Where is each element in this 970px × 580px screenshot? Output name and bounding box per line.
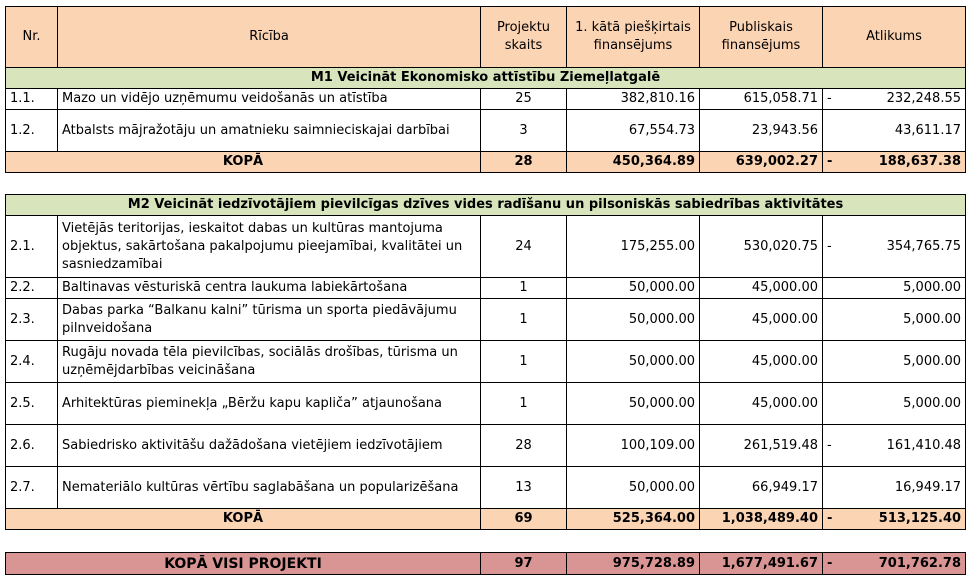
row-count: 1 — [481, 383, 567, 425]
table-row — [6, 383, 966, 425]
row-remainder — [823, 383, 966, 425]
table-row — [6, 341, 966, 383]
m2-section-title: M2 Veicināt iedzīvotājiem pievilcīgas dzīves vides radīšanu un pilsoniskās sabiedrības aktivitātes — [6, 195, 966, 216]
m1-section-row — [6, 68, 966, 89]
row-round1: 67,554.73 — [567, 110, 700, 152]
remainder-value: 701,762.78 — [878, 555, 961, 571]
row-remainder — [823, 467, 966, 509]
grand-total-count: 97 — [481, 553, 567, 575]
row-nr: 2.7. — [6, 467, 58, 509]
row-nr: 2.2. — [6, 278, 58, 299]
row-action: Mazo un vidējo uzņēmumu veidošanās un atīstība — [58, 89, 481, 110]
row-remainder — [823, 425, 966, 467]
row-round1: 50,000.00 — [567, 278, 700, 299]
row-public: 45,000.00 — [700, 341, 823, 383]
remainder-value: 5,000.00 — [903, 353, 962, 369]
row-round1: 175,255.00 — [567, 216, 700, 278]
total-label: KOPĀ — [6, 152, 481, 173]
total-count: 69 — [481, 509, 567, 530]
table-row — [6, 110, 966, 152]
header-remainder: Atlikums — [823, 7, 966, 68]
row-public: 261,519.48 — [700, 425, 823, 467]
m1-section-title: M1 Veicināt Ekonomisko attīstību Ziemeļlatgalē — [6, 68, 966, 89]
table-row — [6, 299, 966, 341]
row-count: 1 — [481, 278, 567, 299]
row-public: 23,943.56 — [700, 110, 823, 152]
table-row — [6, 425, 966, 467]
header-action: Rīcība — [58, 7, 481, 68]
row-count: 25 — [481, 89, 567, 110]
row-remainder — [823, 216, 966, 278]
remainder-value: 5,000.00 — [903, 395, 962, 411]
row-count: 28 — [481, 425, 567, 467]
total-public: 1,038,489.40 — [700, 509, 823, 530]
remainder-value: 161,410.48 — [886, 437, 962, 453]
row-round1: 50,000.00 — [567, 299, 700, 341]
row-action: Nemateriālo kultūras vērtību saglabāšana un popularizēšana — [58, 467, 481, 509]
row-round1: 50,000.00 — [567, 341, 700, 383]
table-row — [6, 467, 966, 509]
row-round1: 50,000.00 — [567, 467, 700, 509]
header-row — [6, 7, 966, 68]
remainder-value: 354,765.75 — [886, 238, 962, 254]
row-round1: 50,000.00 — [567, 383, 700, 425]
total-round1: 525,364.00 — [567, 509, 700, 530]
row-nr: 2.1. — [6, 216, 58, 278]
row-public: 615,058.71 — [700, 89, 823, 110]
row-public: 45,000.00 — [700, 383, 823, 425]
row-public: 530,020.75 — [700, 216, 823, 278]
row-action: Arhitektūras pieminekļa „Bēržu kapu kapliča” atjaunošana — [58, 383, 481, 425]
row-nr: 2.6. — [6, 425, 58, 467]
total-label: KOPĀ — [6, 509, 481, 530]
row-count: 1 — [481, 299, 567, 341]
m2-total-row — [6, 509, 966, 530]
m1-total-row — [6, 152, 966, 173]
grand-total-label: KOPĀ VISI PROJEKTI — [6, 553, 481, 575]
header-nr: Nr. — [6, 7, 58, 68]
remainder-sign: - — [827, 511, 833, 526]
row-remainder — [823, 110, 966, 152]
total-remainder — [823, 509, 966, 530]
row-count: 24 — [481, 216, 567, 278]
row-action: Sabiedrisko aktivitāšu dažādošana vietējiem iedzīvotājiem — [58, 425, 481, 467]
grand-total-round1: 975,728.89 — [567, 553, 700, 575]
row-count: 13 — [481, 467, 567, 509]
m1-table — [5, 6, 966, 173]
row-remainder — [823, 299, 966, 341]
row-nr: 1.2. — [6, 110, 58, 152]
remainder-value: 232,248.55 — [886, 91, 961, 106]
m2-table — [5, 194, 966, 530]
row-action: Atbalsts mājražotāju un amatnieku saimnieciskajai darbībai — [58, 110, 481, 152]
remainder-sign: - — [827, 154, 833, 169]
total-public: 639,002.27 — [700, 152, 823, 173]
row-count: 3 — [481, 110, 567, 152]
row-remainder — [823, 89, 966, 110]
row-action: Dabas parka “Balkanu kalni” tūrisma un sporta piedāvājumu pilnveidošana — [58, 299, 481, 341]
remainder-sign: - — [827, 238, 832, 254]
row-nr: 1.1. — [6, 89, 58, 110]
row-remainder — [823, 341, 966, 383]
header-public-funding: Publiskais finansējums — [700, 7, 823, 68]
row-round1: 382,810.16 — [567, 89, 700, 110]
row-action: Baltinavas vēsturiskā centra laukuma labiekārtošana — [58, 278, 481, 299]
row-public: 45,000.00 — [700, 278, 823, 299]
remainder-value: 188,637.38 — [878, 154, 961, 169]
remainder-value: 16,949.17 — [894, 479, 962, 495]
total-remainder — [823, 152, 966, 173]
row-public: 45,000.00 — [700, 299, 823, 341]
remainder-sign: - — [827, 91, 832, 106]
m2-section-row — [6, 195, 966, 216]
remainder-sign: - — [827, 437, 832, 453]
grand-total-remainder — [823, 553, 966, 575]
remainder-sign: - — [827, 555, 833, 571]
total-count: 28 — [481, 152, 567, 173]
grand-total-table — [5, 552, 966, 575]
row-nr: 2.3. — [6, 299, 58, 341]
total-round1: 450,364.89 — [567, 152, 700, 173]
grand-total-public: 1,677,491.67 — [700, 553, 823, 575]
remainder-value: 5,000.00 — [903, 280, 962, 295]
remainder-value: 5,000.00 — [903, 311, 962, 327]
table-row — [6, 278, 966, 299]
table-row — [6, 89, 966, 110]
row-remainder — [823, 278, 966, 299]
row-action: Rugāju novada tēla pievilcības, sociālās drošības, tūrisma un uzņēmējdarbības veicināšana — [58, 341, 481, 383]
remainder-value: 43,611.17 — [894, 122, 961, 138]
row-nr: 2.5. — [6, 383, 58, 425]
row-action: Vietējās teritorijas, ieskaitot dabas un kultūras mantojuma objektus, sakārtošana pakalpojumu pieejamībai, kvalitātei un sasniedzamībai — [58, 216, 481, 278]
header-round1-funding: 1. kātā piešķirtais finansējums — [567, 7, 700, 68]
row-round1: 100,109.00 — [567, 425, 700, 467]
header-count: Projektu skaits — [481, 7, 567, 68]
row-public: 66,949.17 — [700, 467, 823, 509]
remainder-value: 513,125.40 — [878, 511, 962, 526]
row-nr: 2.4. — [6, 341, 58, 383]
row-count: 1 — [481, 341, 567, 383]
grand-total-row — [6, 553, 966, 575]
table-row — [6, 216, 966, 278]
